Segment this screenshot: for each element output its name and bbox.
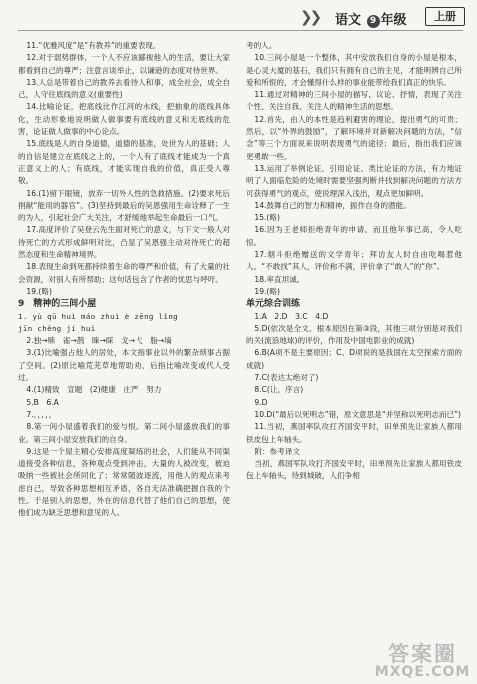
pinyin-line: 1. yù qū huì máo zhuì è zēng lǐng xyxy=(18,311,179,321)
answer-line: 8.第一间小屋盛着我们的爱与恨。第二间小屋盛放我们的事业。第三间小屋安放我们的自身。 xyxy=(18,422,230,444)
answer-line: 17.烟斗拒绝赠送的文学青年；拜访友人时自由吃喝惹他人。“不敢找”其人，评价称不满，评价拿了“敢人”的“你”。 xyxy=(246,250,462,272)
answer-line: 8.C(让，序言) xyxy=(254,385,304,395)
watermark-url: MXQE.COM xyxy=(374,664,471,680)
answer-line: 6.B(A项不是主要原因；C、D项说的是我国在太空探索方面的成就) xyxy=(246,348,462,370)
answer-line: 7.，，，，， xyxy=(26,409,57,419)
answer-line: 1.A 2.D 3.C 4.D xyxy=(254,311,329,321)
answer-line: 12.首先，由人的本性是趋利避害的理论，提出勇气的可贵；然后，以“外界的鼓励”，了解环境并对新解决问题的方法，“信念”等三个方面说来说明表现勇气的途径；最后，指出我们应该更勇敢一些。 xyxy=(246,114,462,161)
left-column xyxy=(18,40,230,520)
double-chevron-icon: ❯❯ xyxy=(300,8,320,26)
watermark-text: 答案圈 xyxy=(388,642,457,666)
answer-line: 9.这是一个屋主精心安排高度凝练的社会，人们能从不同渠道接受各种信息，各种观点受到冲击，大量的人被改变，被迫吸纳一些被社会所同化了；常常随波逐流，用他人的观点来考虑自己，导致各种思想相互矛盾，各自无法准确把握自我的个性。于是别人的思想，外在的信息代替了他们自己的思想，使他们成为缺乏思想和意见的人。 xyxy=(18,446,230,518)
section-title: 9 精神的三间小屋 xyxy=(18,299,97,310)
answer-line: 11.通过对精神的三间小屋的描写、议论、抒情，表现了关注个性、关注自我、关注人的精神生活的思想。 xyxy=(246,90,462,112)
answer-line: 18.率直坦诚。 xyxy=(254,274,305,284)
watermark xyxy=(370,638,475,682)
answer-line: 18.表现生命到死都持续着生命的尊严和价值，有了大量的社会资源，对别人有所帮助；这句话包含了作者的忧思与呼吁。 xyxy=(18,262,230,284)
answer-line: 13.运用了举例论证、引用论证、类比论证的方法，有力地证明了人面临危险的处境时需要坚强判断并找到解决问题的方法方可获得勇气的观点，使说理深入浅出，观点更加鲜明。 xyxy=(246,163,462,198)
answer-line: 10.D(“最后以死明志”错，原文意思是“并坚称以死明志而已”) xyxy=(254,409,462,419)
answer-line: 11.当初，燕国率队攻打齐国安平时，田单预先让家族人都用铁皮包上车轴头。 xyxy=(246,422,462,444)
volume-label: 上册 xyxy=(425,7,465,26)
answer-line: 3.(1)比喻强占他人的居处，本文指事业以外的繁杂琐事占据了空间。(2)原比喻荒芜草地帮助劝，后指比喻改变或代人受过。 xyxy=(18,348,230,383)
answer-line: 14.比喻论证，把底线比作江河的水线，把抽象的底线具体化，生动形象地说明做人做事要有底线的意义和无底线的危害，论证做人做事的中心论点。 xyxy=(18,102,230,137)
grade-badge: 9 xyxy=(367,15,380,28)
answer-line: 7.C(表达太绝对了) xyxy=(254,373,319,383)
answer-line: 11.“优雅风度”是“有教养”的重要表现。 xyxy=(26,41,161,50)
answer-line: 5.B 6.A xyxy=(26,397,59,407)
answer-line: 考的人。 xyxy=(246,41,277,50)
answer-line: 10.三间小屋是一个整体，其中安放我们自身的小屋是根本，是心灵大厦的基石，我们只有拥有自己的主见，才能明辨自己所爱和所恨的，才会懂得什么样的事业能带给我们真正的快乐。 xyxy=(246,53,462,87)
grade-suffix: 年级 xyxy=(380,13,407,28)
header-divider xyxy=(18,30,463,31)
answer-line: 13.人总是带着自己的教养去看待人和事，成全社会，成全自己，人守住底线的意义(重要性) xyxy=(18,77,230,100)
answer-line: 4.(1)精致 宣题 (2)健康 庄严 努力 xyxy=(26,385,162,395)
answer-line: 14.鼓舞自己的智力和精神，振作自身的潜能。 xyxy=(254,200,411,210)
answer-line: 19.(略) xyxy=(254,286,280,296)
answer-line: 17.高度评价了吴登云先生面对死亡的意义，与下文一般人对待死亡的方式形成鲜明对比，凸显了吴恩强主动对待死亡的超然态度和生命精神境界。 xyxy=(18,225,230,260)
answer-line: 15.底线是人的自身道德，道德的基准，处世为人的基础；人的自信是建立在底线之上的，一个人有了底线才能成为一个真正意义上的人；有底线，才能实现自我的价值，真正受人尊敬。 xyxy=(18,139,230,186)
answer-line: 9.D xyxy=(254,397,268,407)
answer-line: 15.(略) xyxy=(254,213,280,223)
page-header xyxy=(0,0,477,34)
answer-line: 附：参考译文 xyxy=(254,446,300,456)
pinyin-line: jīn chěng jí huì xyxy=(18,323,96,333)
answer-line: 16.(1)留下眼镜，放弃一切外人性的急救措施。(2)要求死后捐献“能用的器官”。(3)坚持到最后的吴恩强用生命诠释了一生的为人，引起社会广大关注，才舒缓地举起生命最后一口气。 xyxy=(18,188,230,223)
answer-line: 12.对于弱势群体，一个人不应该鄙视他人的生活，要让大家都看到自己的尊严；注意言谈举止，以谦逊的态度对待世界。 xyxy=(18,53,230,75)
answer-line: 16.因为王老师拒绝青年的申请，而且他年事已高，令人吃惊。 xyxy=(246,225,462,247)
subject-label: 语文 xyxy=(335,13,362,28)
section-title: 单元综合训练 xyxy=(246,299,301,310)
answer-line: 19.(略) xyxy=(26,286,52,296)
page-title xyxy=(335,9,407,28)
answer-line: 当初，燕国军队攻打齐国安平时，田单预先让家族人都用铁皮包上车轴头，待到城破，人们争相 xyxy=(246,459,462,481)
right-column xyxy=(246,40,462,483)
answer-line: 2.独→赎 雀→鹊 睐→睬 戈→弋 脂→墒 xyxy=(26,336,172,346)
answer-line: 5.D(依次是全文、根本原因在第③段，其他三项分别是对我们的关(流浪地球)的评价，作用及中国电影业的成就) xyxy=(246,323,462,346)
